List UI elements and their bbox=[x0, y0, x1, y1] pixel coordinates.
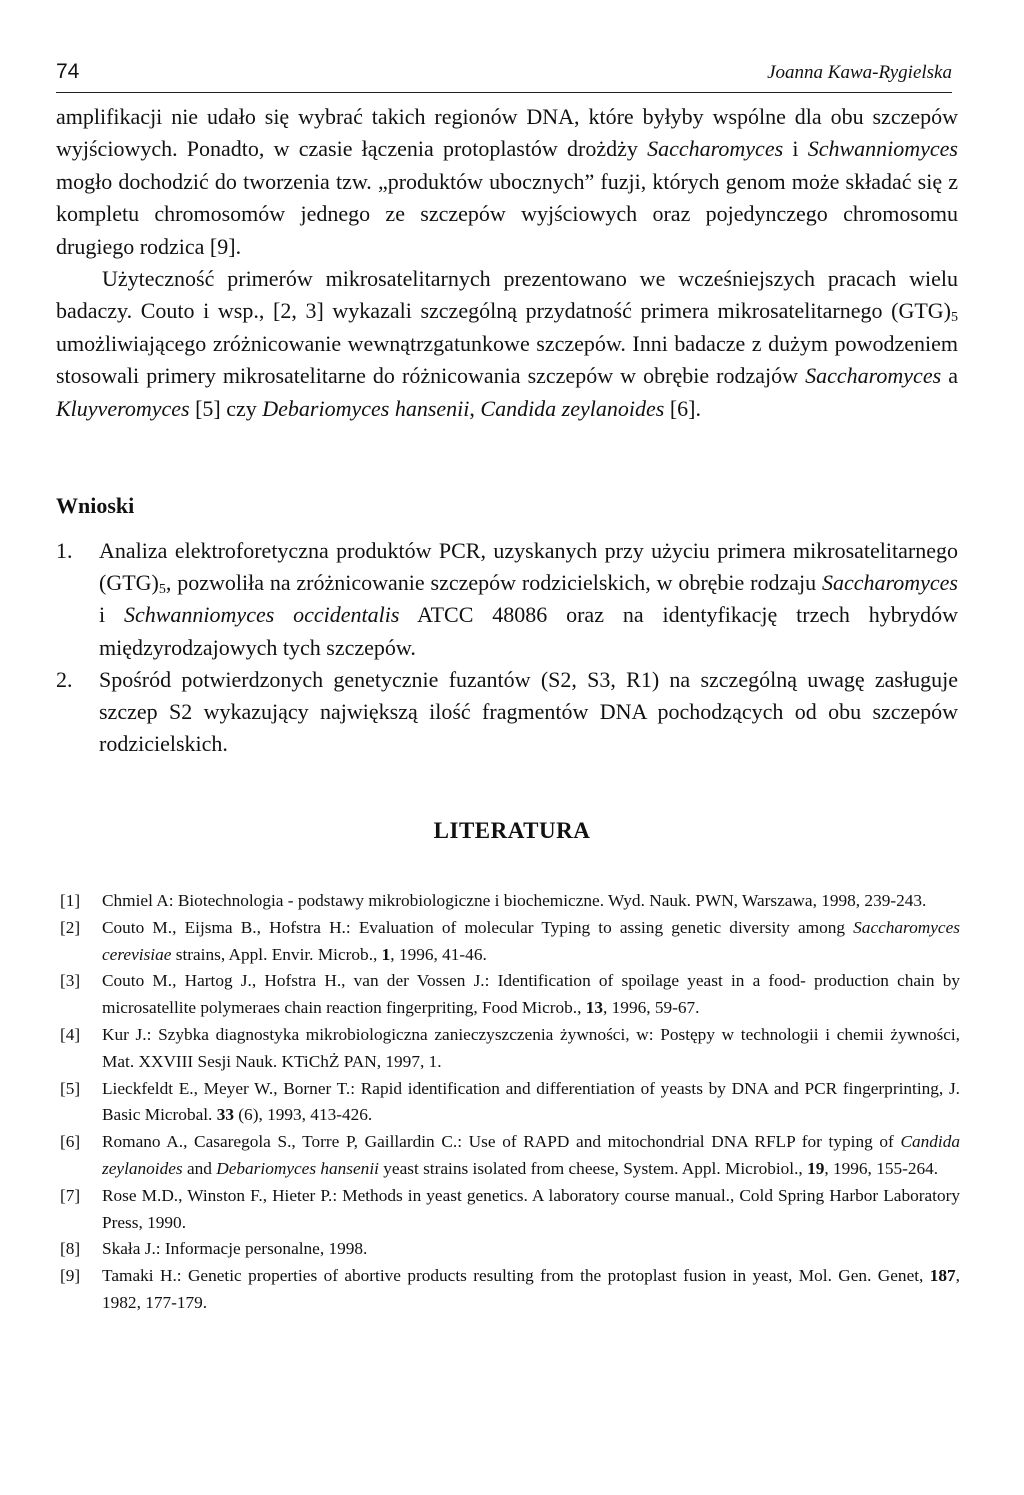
text-run: , 1996, 59-67. bbox=[603, 998, 700, 1018]
conclusion-item bbox=[56, 664, 958, 761]
reference-item bbox=[60, 968, 960, 1022]
text-run: [6]. bbox=[664, 395, 701, 421]
reference-item bbox=[60, 1129, 960, 1183]
reference-item bbox=[60, 1022, 960, 1076]
text-run: , bbox=[469, 395, 481, 421]
reference-item bbox=[60, 1263, 960, 1317]
text-run: Użyteczność primerów mikrosatelitarnych prezentowano we wcześniejszych pracach wielu badaczy. Couto i wsp., [2, 3] wykazali szczególną przydatność primera mikrosatelitarnego (GTG) bbox=[56, 266, 958, 324]
text-run: ATCC 48086 oraz na identyfikację trzech hybrydów międzyrodzajowych tych szczepów. bbox=[99, 602, 958, 660]
text-run: i bbox=[99, 602, 124, 628]
species-name: Debariomyces hansenii bbox=[262, 395, 470, 421]
text-run: Couto M., Eijsma B., Hofstra H.: Evaluation of molecular Typing to assing genetic diversity among bbox=[102, 917, 854, 937]
conclusion-number: 1. bbox=[56, 538, 73, 563]
volume-number: 19 bbox=[807, 1158, 825, 1178]
volume-number: 187 bbox=[929, 1266, 956, 1286]
species-name: Debariomyces hansenii bbox=[216, 1158, 379, 1178]
text-run: , 1996, 155-264. bbox=[824, 1158, 939, 1178]
paragraph-continuation bbox=[56, 101, 958, 263]
text-run: , pozwoliła na zróżnicowanie szczepów rodzicielskich, w obrębie rodzaju bbox=[165, 570, 822, 596]
section-heading-conclusions: Wnioski bbox=[56, 493, 135, 518]
volume-number: 33 bbox=[216, 1105, 234, 1125]
conclusion-item bbox=[56, 535, 958, 664]
text-run: Spośród potwierdzonych genetycznie fuzantów (S2, S3, R1) na szczególną uwagę zasługuje szczep S2 wykazujący największą ilość fragmentów DNA pochodzących od obu szczepów rodzicielskich. bbox=[99, 666, 958, 757]
reference-number: [6] bbox=[60, 1132, 81, 1152]
reference-number: [7] bbox=[60, 1185, 81, 1205]
literature-heading: LITERATURA bbox=[433, 818, 591, 843]
text-run: Tamaki H.: Genetic properties of abortive products resulting from the protoplast fusion in yeast, Mol. Gen. Genet, bbox=[102, 1266, 930, 1286]
running-header bbox=[56, 60, 952, 93]
reference-number: [1] bbox=[60, 891, 81, 910]
text-run: strains, Appl. Envir. Microb., bbox=[171, 944, 382, 964]
text-run: i bbox=[783, 136, 808, 162]
text-run: mogło dochodzić do tworzenia tzw. „produktów ubocznych” fuzji, których genom może składać się z kompletu chromosomów jednego ze szczepów wyjściowych oraz pojedynczego chromosomu drugiego rodzica [9]. bbox=[56, 168, 958, 259]
genus-name: Saccharomyces bbox=[821, 570, 958, 596]
text-run: a bbox=[941, 363, 958, 389]
reference-item bbox=[60, 915, 960, 969]
volume-number: 1 bbox=[381, 944, 391, 964]
genus-name: Saccharomyces bbox=[805, 363, 942, 389]
reference-number: [2] bbox=[60, 917, 81, 937]
reference-item bbox=[60, 1236, 960, 1263]
reference-item bbox=[60, 1076, 960, 1130]
text-run: Kur J.: Szybka diagnostyka mikrobiologiczna zanieczyszczenia żywności, w: Postępy w technologii i chemii żywności, Mat. XXVIII Sesji Nauk. KTiChŻ PAN, 1997, 1. bbox=[102, 1024, 960, 1071]
genus-name: Kluyveromyces bbox=[56, 395, 190, 421]
genus-name: Schwanniomyces bbox=[807, 136, 958, 162]
reference-number: [4] bbox=[60, 1024, 81, 1044]
text-run: Chmiel A: Biotechnologia - podstawy mikrobiologiczne i biochemiczne. Wyd. Nauk. PWN, Warszawa, 1998, 239-243. bbox=[102, 891, 927, 910]
body-text bbox=[56, 101, 958, 425]
text-run: Romano A., Casaregola S., Torre P, Gaillardin C.: Use of RAPD and mitochondrial DNA RFLP for typing of bbox=[102, 1132, 901, 1152]
conclusions-list bbox=[56, 535, 958, 760]
genus-name: Saccharomyces bbox=[647, 136, 784, 162]
reference-item bbox=[60, 888, 960, 915]
text-run: and bbox=[182, 1158, 217, 1178]
text-run: , 1996, 41-46. bbox=[390, 944, 487, 964]
reference-number: [5] bbox=[60, 1078, 81, 1098]
text-run: yeast strains isolated from cheese, System. Appl. Microbiol., bbox=[378, 1158, 808, 1178]
volume-number: 13 bbox=[585, 998, 604, 1018]
subscript: 5 bbox=[158, 582, 166, 598]
page-number: 74 bbox=[56, 60, 80, 83]
species-name: Candida zeylanoides bbox=[480, 395, 665, 421]
subscript: 5 bbox=[951, 310, 958, 326]
text-run: Analiza elektroforetyczna produktów PCR, uzyskanych przy użyciu primera mikrosatelitarnego (GTG) bbox=[99, 538, 958, 596]
running-author: Joanna Kawa-Rygielska bbox=[767, 62, 952, 83]
conclusion-number: 2. bbox=[56, 666, 73, 692]
reference-number: [9] bbox=[60, 1266, 81, 1286]
text-run: Lieckfeldt E., Meyer W., Borner T.: Rapid identification and differentiation of yeasts by DNA and PCR fingerprinting, J. Basic Microbal. bbox=[102, 1078, 960, 1125]
species-name: Candida zeylanoides bbox=[102, 1132, 960, 1178]
text-run: [5] czy bbox=[189, 395, 263, 421]
text-run: Skała J.: Informacje personalne, 1998. bbox=[102, 1239, 368, 1259]
text-run: , 1982, 177-179. bbox=[102, 1266, 960, 1312]
reference-number: [3] bbox=[60, 971, 81, 991]
paragraph-microsatellite bbox=[56, 263, 958, 425]
text-run: umożliwiającego zróżnicowanie wewnątrzgatunkowe szczepów. Inni badacze z dużym powodzeniem stosowali primery mikrosatelitarne do różnicowania szczepów w obrębie rodzajów bbox=[56, 330, 958, 389]
reference-item bbox=[60, 1183, 960, 1237]
text-run: Rose M.D., Winston F., Hieter P.: Methods in yeast genetics. A laboratory course manual., Cold Spring Harbor Laboratory Press, 1990. bbox=[102, 1185, 960, 1232]
species-name: Schwanniomyces occidentalis bbox=[123, 602, 400, 628]
text-run: Couto M., Hartog J., Hofstra H., van der Vossen J.: Identification of spoilage yeast in a food- production chain by microsatellite polymeraes chain reaction fingerpriting, Food Microb., bbox=[102, 971, 960, 1018]
species-name: Saccharomyces cerevisiae bbox=[102, 917, 960, 964]
reference-number: [8] bbox=[60, 1239, 81, 1259]
text-run: (6), 1993, 413-426. bbox=[233, 1105, 373, 1125]
reference-list bbox=[60, 888, 960, 1317]
text-run: amplifikacji nie udało się wybrać takich regionów DNA, które byłyby wspólne dla obu szczepów wyjściowych. Ponadto, w czasie łączenia protoplastów drożdży bbox=[56, 104, 958, 162]
